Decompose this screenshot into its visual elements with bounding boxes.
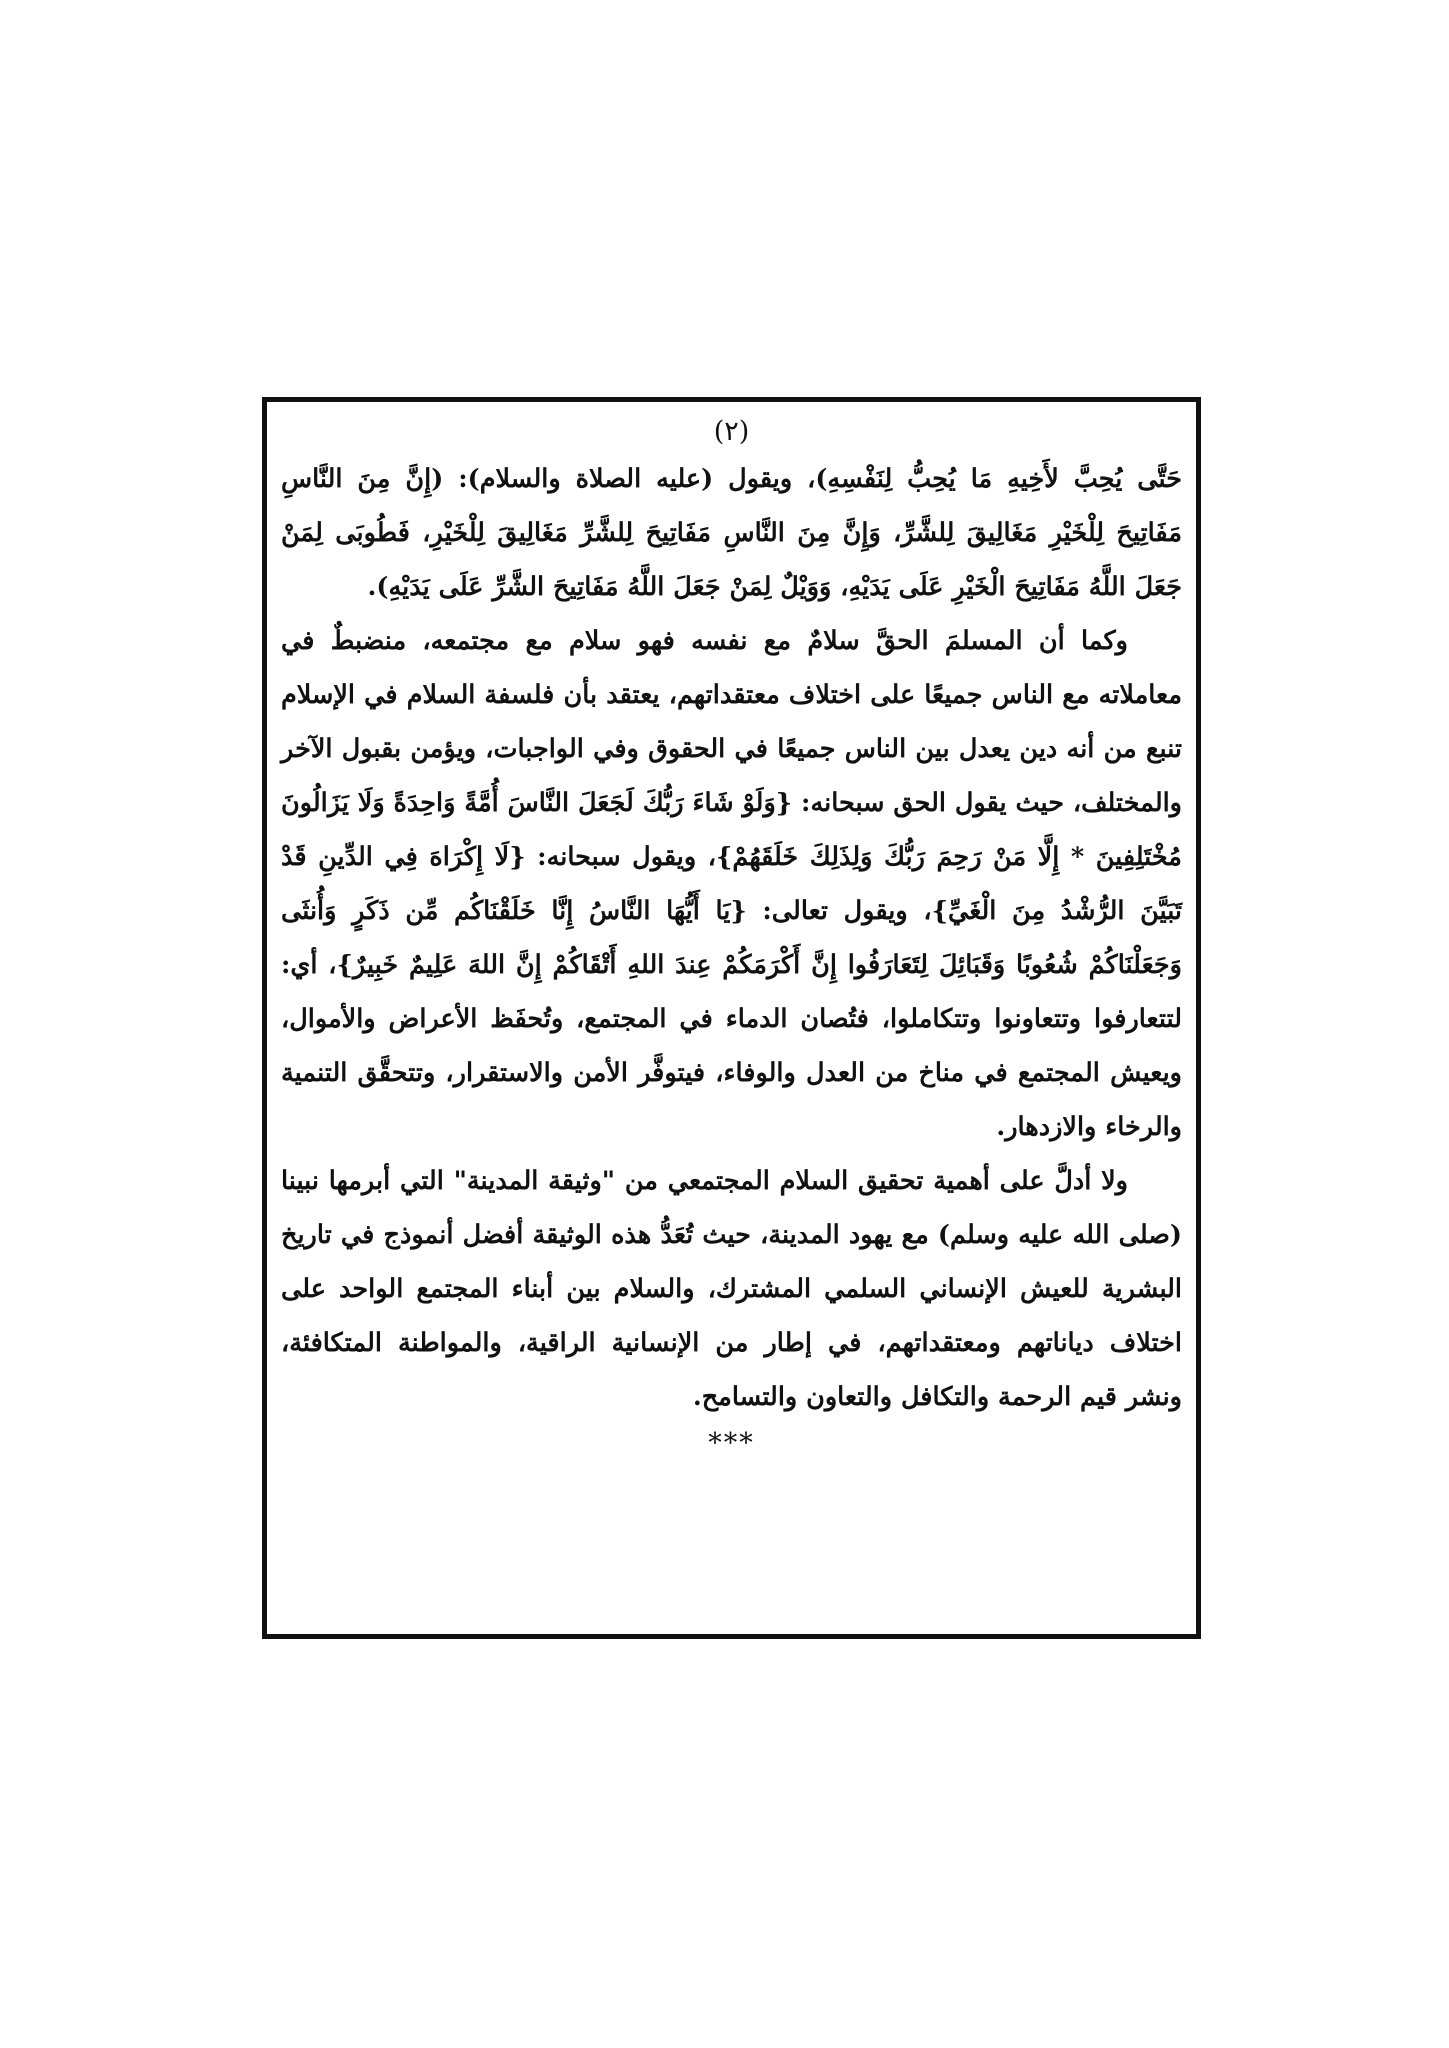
plain-text: وكما أن المسلمَ الحقَّ سلامٌ مع نفسه فهو سلام مع مجتمعه، منضبطٌ في معاملاته مع الناس جميعًا على اختلاف معتقداتهم، يعتقد بأن فلسفة السلام في الإسلام تنبع من أنه دين يعدل بين الناس جميعًا في الحقوق وفي الواجبات، ويؤمن بقبول الآخر والمختلف، حيث يقول الحق سبحانه:: [281, 626, 1182, 818]
section-end-marker: ***: [708, 1428, 755, 1459]
paragraph-medina-document: [281, 1154, 1182, 1424]
plain-text: ، أي: لتتعارفوا وتتعاونوا وتتكاملوا، فتُصان الدماء في المجتمع، وتُحفَظ الأعراض والأموال، ويعيش المجتمع في مناخ من العدل والوفاء، فيتوفَّر الأمن والاستقرار، وتتحقَّق التنمية والرخاء والازدهار.: [281, 950, 1182, 1142]
hadith-quote: حَتَّى يُحِبَّ لأَخِيهِ مَا يُحِبُّ لِنَفْسِهِ): [815, 464, 1182, 494]
quran-verse: {وَلَوْ شَاءَ رَبُّكَ لَجَعَلَ النَّاسَ أُمَّةً وَاحِدَةً وَلَا يَزَالُونَ مُخْتَلِفِينَ * إِلَّا مَنْ رَحِمَ رَبُّكَ وَلِذَلِكَ خَلَقَهُمْ}: [281, 788, 1182, 872]
paragraph-hadith-continuation: [281, 452, 1182, 614]
plain-text: ، ويقول تعالى:: [746, 896, 932, 926]
page-number: (٢): [713, 416, 750, 447]
paragraph-social-peace: [281, 614, 1182, 1154]
hadith-quote: (إِنَّ مِنَ النَّاسِ مَفَاتِيحَ لِلْخَيْرِ مَغَالِيقَ لِلشَّرِّ، وَإِنَّ مِنَ النَّاسِ مَفَاتِيحَ لِلشَّرِّ مَغَالِيقَ لِلْخَيْرِ، فَطُوبَى لِمَنْ جَعَلَ اللَّهُ مَفَاتِيحَ الْخَيْرِ عَلَى يَدَيْهِ، وَوَيْلٌ لِمَنْ جَعَلَ اللَّهُ مَفَاتِيحَ الشَّرِّ عَلَى يَدَيْهِ): [281, 464, 1182, 602]
plain-text: ولا أدلَّ على أهمية تحقيق السلام المجتمعي من "وثيقة المدينة" التي أبرمها نبينا (صلى الله عليه وسلم) مع يهود المدينة، حيث تُعَدُّ هذه الوثيقة أفضل أنموذج في تاريخ البشرية للعيش الإنساني السلمي المشترك، والسلام بين أبناء المجتمع الواحد على اختلاف دياناتهم ومعتقداتهم، في إطار من الإنسانية الراقية، والمواطنة المتكافئة، ونشر قيم الرحمة والتكافل والتعاون والتسامح.: [281, 1166, 1182, 1412]
plain-text: .: [367, 572, 377, 602]
page-frame: [262, 397, 1201, 1639]
plain-text: ، ويقول (عليه الصلاة والسلام):: [443, 464, 816, 494]
body-text: [281, 452, 1182, 1424]
quran-verse: {لَا إِكْرَاهَ فِي الدِّينِ قَدْ تَبَيَّنَ الرُّشْدُ مِنَ الْغَيِّ}: [281, 842, 1182, 926]
quran-verse: {يَا أَيُّهَا النَّاسُ إِنَّا خَلَقْنَاكُم مِّن ذَكَرٍ وَأُنثَى وَجَعَلْنَاكُمْ شُعُوبًا وَقَبَائِلَ لِتَعَارَفُوا إِنَّ أَكْرَمَكُمْ عِندَ اللهِ أَتْقَاكُمْ إِنَّ اللهَ عَلِيمٌ خَبِيرٌ}: [281, 896, 1182, 980]
plain-text: ، ويقول سبحانه:: [525, 842, 716, 872]
